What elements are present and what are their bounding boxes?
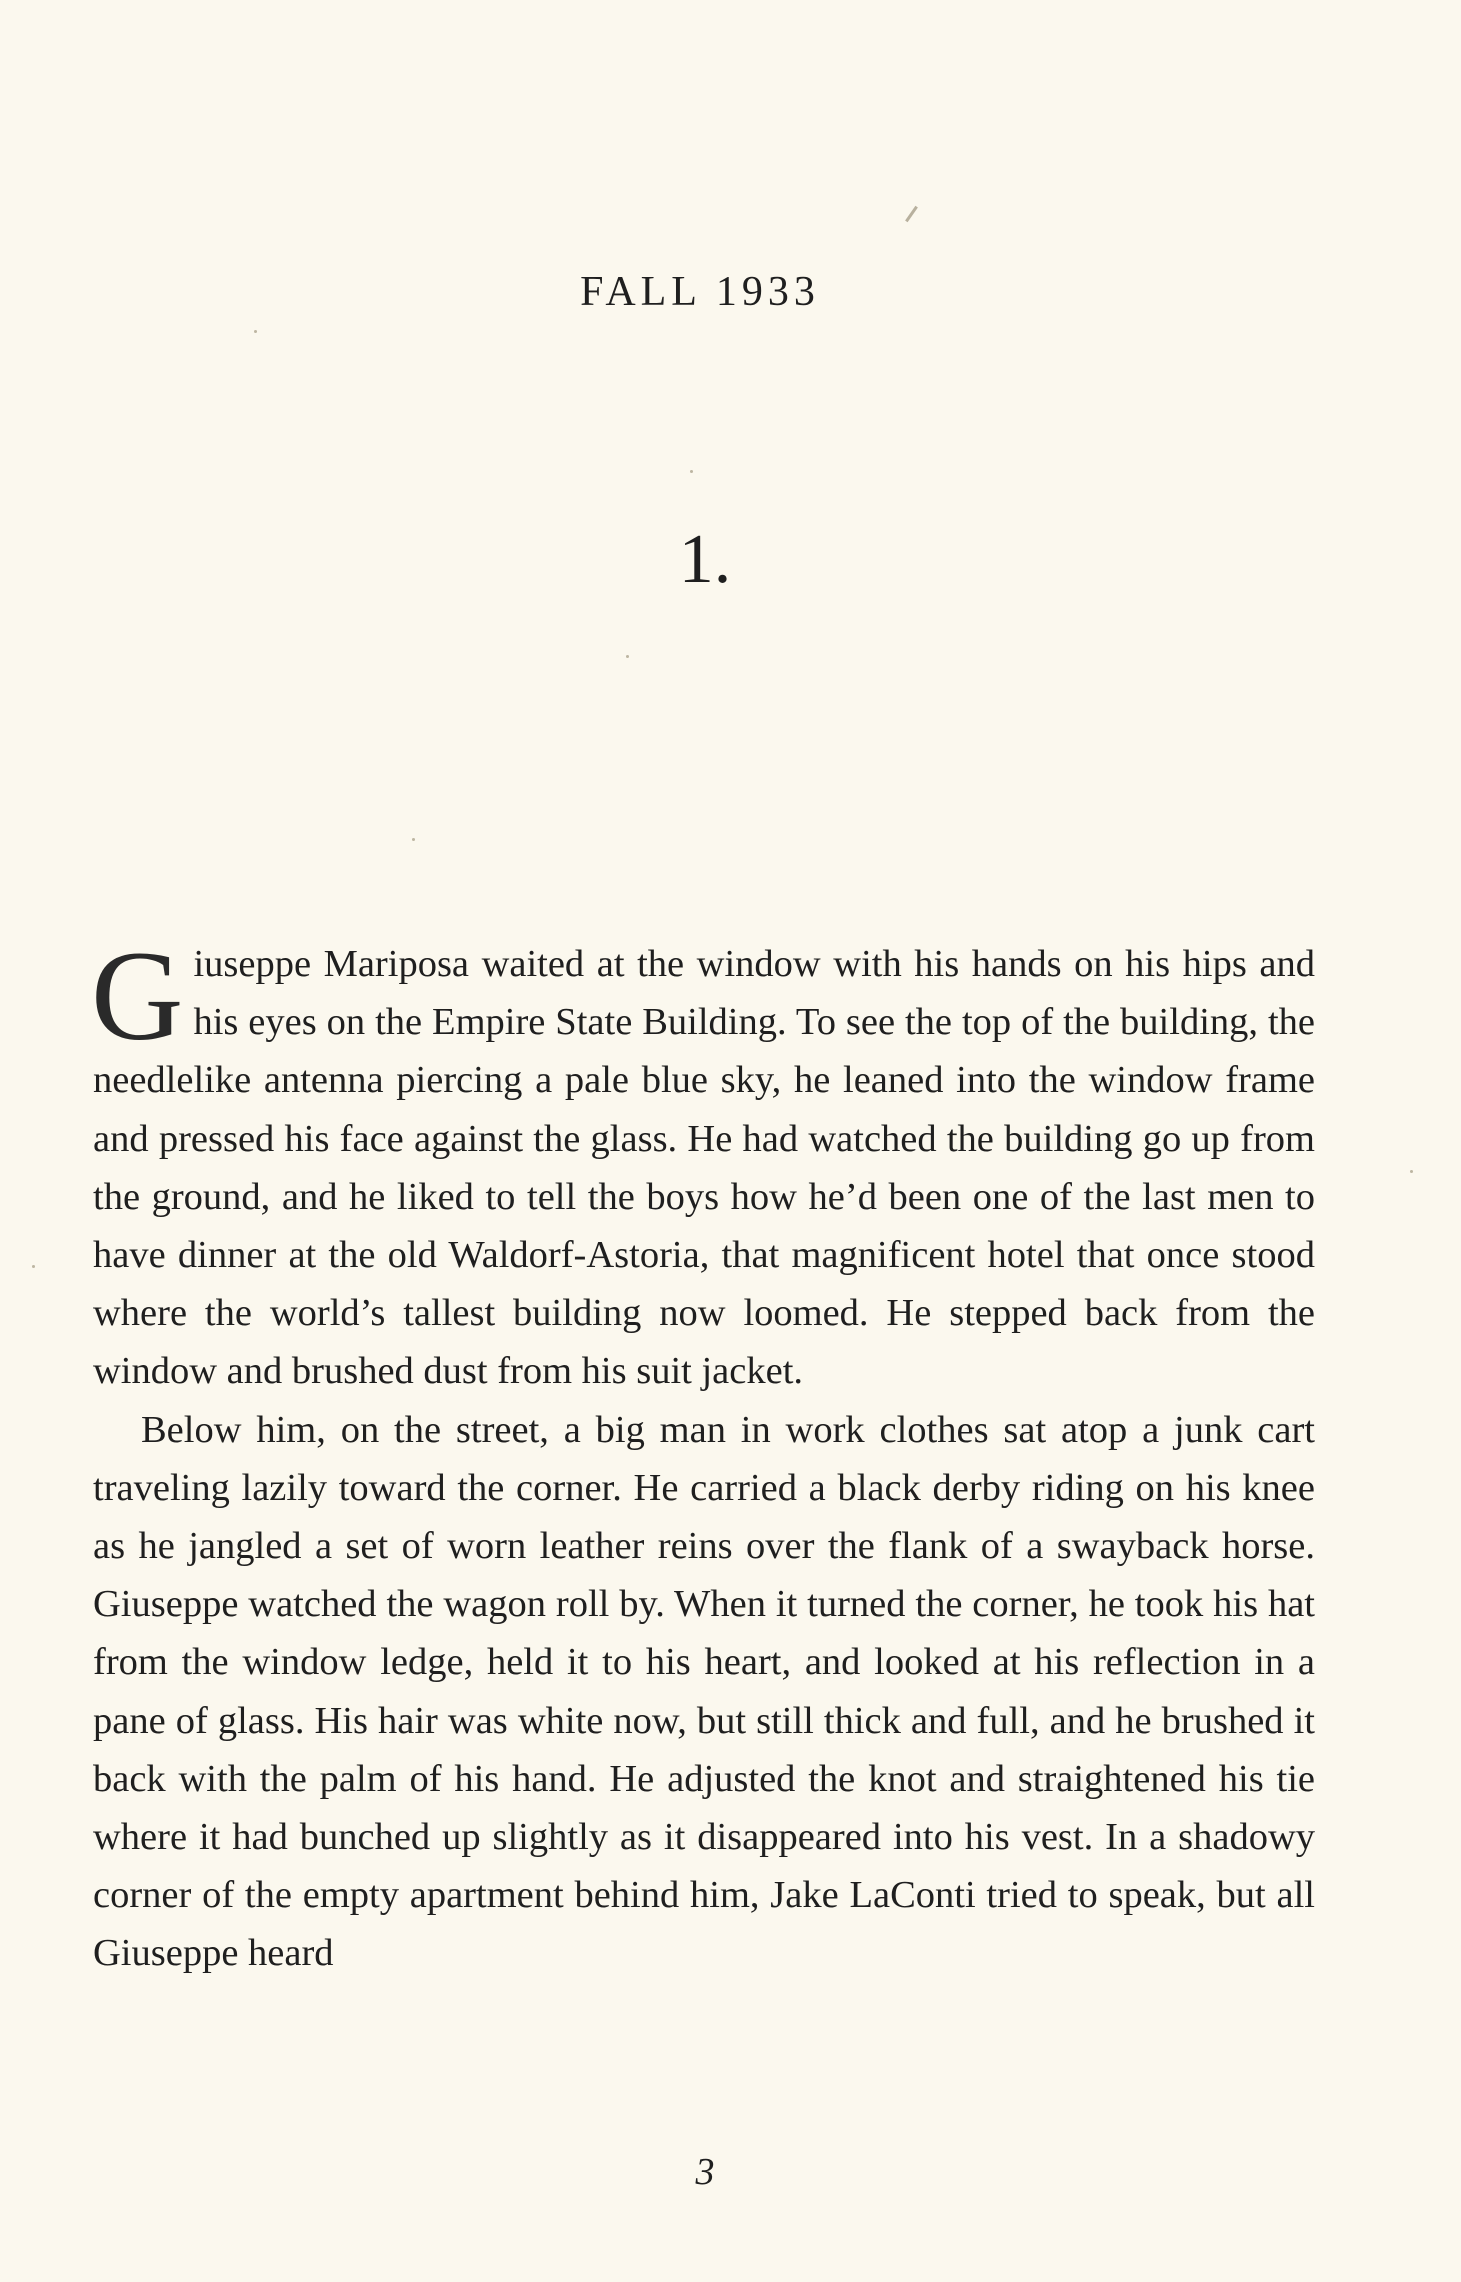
paper-speck xyxy=(690,470,693,473)
paragraph-2: Below him, on the street, a big man in work clothes sat atop a junk cart traveling lazily toward the corner. He carried a black derby riding on his knee as he jangled a set of worn leather reins over the flank of a swayback horse. Giuseppe watched the wagon roll by. When it turned the corner, he took his hat from the window ledge, held it to his heart, and looked at his reflection in a pane of glass. His hair was white now, but still thick and full, and he brushed it back with the palm of his hand. He adjusted the knot and straightened his tie where it had bunched up slightly as it disappeared into his vest. In a shadowy corner of the empty apartment behind him, Jake LaConti tried to speak, but all Giuseppe heard xyxy=(93,1408,1315,1975)
paper-speck xyxy=(412,838,415,841)
chapter-body xyxy=(91,925,1315,1983)
stray-pen-mark xyxy=(905,206,918,222)
paper-speck xyxy=(626,655,629,658)
paragraph-1-text: Mariposa waited at the window with his hands on his hips and his eyes on the Empire State Building. To see the top of the building, the needlelike antenna piercing a pale blue sky, he leaned into the window frame and pressed his face against the glass. He had watched the building go up from the ground, and he liked to tell the boys how he’d been one of the last men to have dinner at the old Waldorf-Astoria, that magnificent hotel that once stood where the world’s tallest building now loomed. He stepped back from the window and brushed dust from his suit jacket. xyxy=(93,943,1315,1393)
paragraph-1 xyxy=(91,925,1315,1401)
page-number: 3 xyxy=(695,2151,715,2193)
paragraph-1-first-word-rest: iuseppe xyxy=(193,943,312,985)
paper-speck xyxy=(1410,1170,1413,1173)
paper-speck xyxy=(32,1265,35,1268)
chapter-number: 1. xyxy=(678,521,732,598)
paper-speck xyxy=(254,330,257,333)
drop-cap: G xyxy=(91,925,184,1067)
part-heading: FALL 1933 xyxy=(580,269,820,315)
